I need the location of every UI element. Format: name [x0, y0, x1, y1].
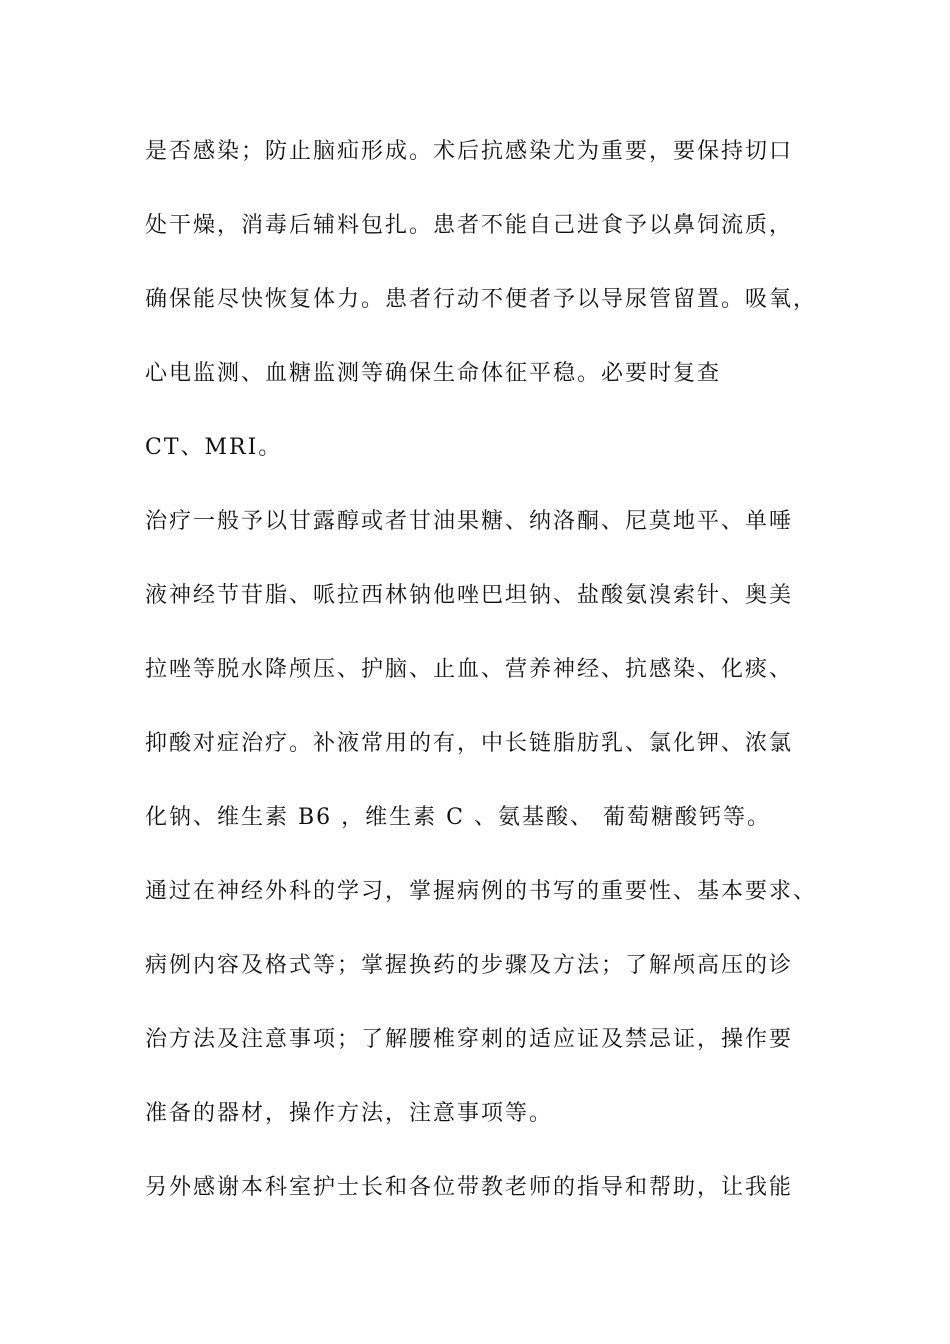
text-line-9: 抑酸对症治疗。补液常用的有，中长链脂肪乳、氯化钾、浓氯	[145, 731, 794, 756]
text-line-2: 处干燥，消毒后辅料包扎。患者不能自己进食予以鼻饲流质，	[145, 213, 794, 238]
text-line-6: 治疗一般予以甘露醇或者甘油果糖、纳洛酮、尼莫地平、单唾	[145, 509, 794, 534]
text-line-7: 液神经节苷脂、哌拉西林钠他唑巴坦钠、盐酸氨溴索针、奥美	[145, 583, 794, 608]
text-line-15: 另外感谢本科室护士长和各位带教老师的指导和帮助，让我能	[145, 1175, 794, 1200]
text-line-13: 治方法及注意事项；了解腰椎穿刺的适应证及禁忌证，操作要	[145, 1027, 794, 1052]
text-line-4: 心电监测、血糖监测等确保生命体征平稳。必要时复查	[145, 361, 722, 386]
text-line-11: 通过在神经外科的学习，掌握病例的书写的重要性、基本要求、	[145, 879, 818, 904]
text-line-1: 是否感染；防止脑疝形成。术后抗感染尤为重要，要保持切口	[145, 139, 794, 164]
text-line-12: 病例内容及格式等；掌握换药的步骤及方法；了解颅高压的诊	[145, 953, 794, 978]
text-line-14: 准备的器材，操作方法，注意事项等。	[145, 1101, 554, 1126]
text-line-8: 拉唑等脱水降颅压、护脑、止血、营养神经、抗感染、化痰、	[145, 657, 794, 682]
text-line-5: CT、MRI。	[145, 435, 283, 460]
text-line-10: 化钠、维生素 B6 ，维生素 C 、氨基酸、 葡萄糖酸钙等。	[145, 805, 771, 830]
text-line-3: 确保能尽快恢复体力。患者行动不便者予以导尿管留置。吸氧，	[145, 287, 818, 312]
